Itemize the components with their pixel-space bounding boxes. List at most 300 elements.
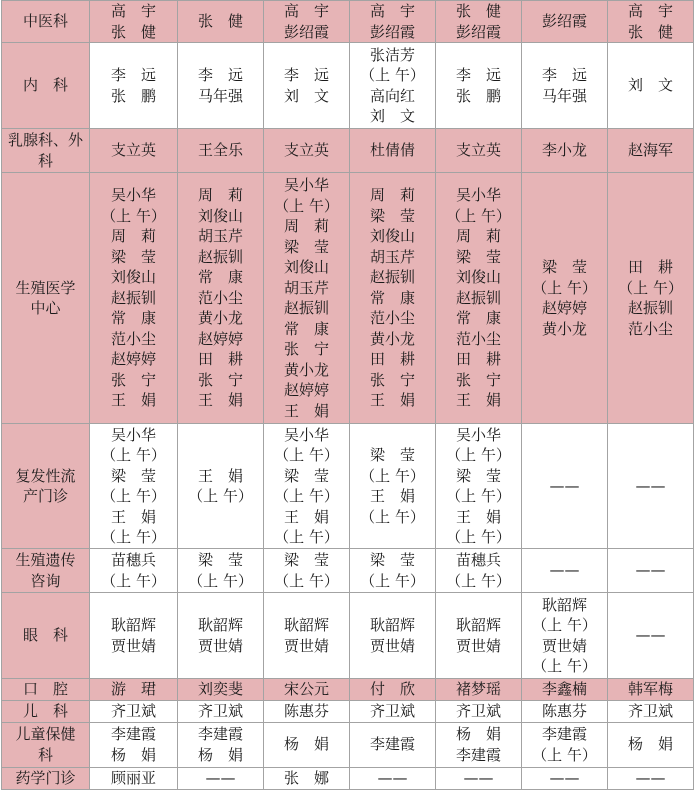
department-cell (2, 679, 90, 701)
doctor-entry: （上 午） (360, 507, 425, 526)
doctor-cell (522, 129, 608, 173)
doctor-entry: 刘奕斐 (197, 680, 243, 698)
doctor-entry: 赵婷婷 (197, 329, 243, 348)
doctor-entry: 胡玉芹 (283, 278, 329, 297)
doctor-cell (522, 593, 608, 679)
doctor-cell (436, 173, 522, 424)
doctor-entry: （上 午） (446, 571, 511, 590)
schedule-row (2, 722, 694, 767)
doctor-entry: 田 耕 (627, 258, 673, 276)
doctor-entry: （上 午） (446, 446, 511, 464)
doctor-entry: 张 宁 (110, 370, 156, 389)
doctor-entry: 李鑫楠 (541, 680, 587, 698)
doctor-entry: 吴小华 (283, 176, 329, 194)
department-name-line: 口 腔 (22, 680, 68, 698)
doctor-entry: 张 健 (455, 2, 501, 20)
doctor-entry: 齐卫斌 (455, 701, 501, 720)
doctor-entry: —— (635, 768, 666, 787)
doctor-cell (90, 767, 178, 789)
doctor-entry: 赵婷婷 (541, 299, 587, 317)
doctor-entry: 耿韶辉 (197, 616, 243, 634)
doctor-cell (90, 43, 178, 129)
doctor-entry: 梁 莹 (369, 551, 415, 569)
doctor-entry: 梁 莹 (283, 551, 329, 569)
doctor-entry: 张 健 (110, 22, 156, 41)
doctor-entry: 梁 莹 (110, 247, 156, 266)
doctor-cell (522, 424, 608, 549)
doctor-entry: 范小尘 (369, 309, 415, 328)
doctor-entry: 张 宁 (197, 370, 243, 389)
doctor-cell (178, 767, 264, 789)
doctor-entry: 胡玉芹 (197, 227, 243, 246)
department-name-line: 中心 (30, 299, 61, 317)
doctor-cell (350, 722, 436, 767)
doctor-entry: 田 耕 (197, 350, 243, 369)
doctor-entry: 常 康 (110, 309, 156, 328)
doctor-cell (608, 549, 694, 593)
doctor-entry: 张洁芳 (369, 45, 415, 64)
department-name-line: 中医科 (22, 12, 68, 31)
doctor-entry: 刘俊山 (110, 268, 156, 287)
doctor-entry: 耿韶辉 (369, 616, 415, 634)
department-cell (2, 700, 90, 722)
doctor-cell (608, 129, 694, 173)
doctor-cell (350, 424, 436, 549)
doctor-cell (608, 767, 694, 789)
doctor-cell (178, 722, 264, 767)
doctor-entry: 王 娟 (197, 466, 243, 485)
doctor-entry: 黄小龙 (541, 319, 587, 338)
schedule-row (2, 767, 694, 789)
department-name-line: 生殖遗传 (15, 551, 76, 569)
doctor-cell (178, 679, 264, 701)
doctor-entry: 王 娟 (455, 507, 501, 526)
doctor-entry: （上 午） (618, 278, 683, 297)
doctor-entry: 耿韶辉 (455, 616, 501, 634)
doctor-entry: （上 午） (274, 487, 339, 505)
department-cell (2, 1, 90, 43)
doctor-entry: 赵振钏 (110, 288, 156, 307)
schedule-row (2, 173, 694, 424)
department-cell (2, 767, 90, 789)
doctor-cell (264, 173, 350, 424)
doctor-entry: 贾世婧 (541, 636, 587, 655)
department-cell (2, 43, 90, 129)
department-name-line: 药学门诊 (15, 768, 76, 787)
doctor-cell (350, 173, 436, 424)
department-name-line: 儿 科 (22, 701, 68, 720)
doctor-cell (350, 700, 436, 722)
doctor-entry: 王 娟 (455, 391, 501, 410)
doctor-cell (608, 593, 694, 679)
doctor-entry: 陈惠芬 (541, 701, 587, 720)
doctor-entry: 刘俊山 (369, 227, 415, 246)
doctor-entry: （上 午） (101, 528, 166, 546)
doctor-entry: 周 莉 (110, 227, 156, 246)
doctor-entry: 吴小华 (110, 186, 156, 205)
doctor-cell (436, 424, 522, 549)
doctor-entry: 王 娟 (110, 391, 156, 410)
doctor-cell (436, 700, 522, 722)
department-cell (2, 129, 90, 173)
doctor-entry: 贾世婧 (369, 636, 415, 655)
doctor-cell (608, 722, 694, 767)
doctor-entry: 李建霞 (541, 725, 587, 743)
doctor-entry: 吴小华 (283, 425, 329, 444)
doctor-entry: 苗穗兵 (455, 551, 501, 569)
doctor-cell (264, 424, 350, 549)
doctor-entry: 田 耕 (369, 350, 415, 369)
doctor-entry: 马年强 (197, 86, 243, 105)
doctor-entry: 张 健 (197, 12, 243, 31)
doctor-entry: （上 午） (101, 206, 166, 225)
doctor-entry: 顾丽亚 (110, 768, 156, 787)
department-name-line: 眼 科 (22, 626, 68, 645)
doctor-entry: 褚梦瑶 (455, 680, 501, 698)
doctor-cell (178, 173, 264, 424)
doctor-entry: 张 宁 (369, 370, 415, 389)
department-name-line: 咨询 (30, 571, 61, 590)
doctor-cell (178, 43, 264, 129)
doctor-entry: 彭绍霞 (541, 12, 587, 31)
doctor-entry: （上 午） (360, 571, 425, 590)
schedule-table (1, 0, 694, 790)
department-cell (2, 549, 90, 593)
doctor-cell (264, 722, 350, 767)
doctor-entry: 杜倩倩 (369, 141, 415, 160)
doctor-cell (264, 593, 350, 679)
schedule-row (2, 593, 694, 679)
doctor-cell (522, 722, 608, 767)
department-cell (2, 173, 90, 424)
doctor-entry: 贾世婧 (455, 636, 501, 655)
doctor-cell (264, 549, 350, 593)
doctor-cell (178, 593, 264, 679)
doctor-entry: （上 午） (188, 571, 253, 590)
doctor-entry: 刘俊山 (283, 258, 329, 276)
doctor-cell (178, 700, 264, 722)
doctor-cell (178, 549, 264, 593)
doctor-entry: 李 远 (197, 66, 243, 84)
doctor-cell (90, 593, 178, 679)
doctor-cell (608, 700, 694, 722)
doctor-entry: 张 宁 (455, 370, 501, 389)
doctor-cell (264, 767, 350, 789)
doctor-cell (264, 700, 350, 722)
doctor-cell (264, 43, 350, 129)
doctor-entry: 常 康 (369, 288, 415, 307)
schedule-body (2, 1, 694, 790)
doctor-entry: 黄小龙 (369, 329, 415, 348)
department-name-line: 儿童保健 (15, 725, 76, 743)
doctor-entry: （上 午） (446, 206, 511, 225)
doctor-entry: —— (377, 768, 408, 787)
doctor-cell (522, 1, 608, 43)
doctor-entry: 范小尘 (197, 288, 243, 307)
doctor-entry: 李建霞 (110, 725, 156, 743)
doctor-entry: 刘 文 (627, 76, 673, 95)
doctor-entry: 李小龙 (541, 141, 587, 160)
doctor-entry: 梁 莹 (455, 247, 501, 266)
doctor-entry: 李 远 (110, 66, 156, 84)
doctor-entry: 赵振钏 (369, 268, 415, 287)
doctor-entry: 支立英 (283, 141, 329, 160)
doctor-entry: 常 康 (283, 319, 329, 338)
department-name-line: 内 科 (22, 76, 68, 95)
doctor-entry: 胡玉芹 (369, 247, 415, 266)
doctor-cell (178, 1, 264, 43)
doctor-entry: 贾世婧 (110, 636, 156, 655)
doctor-cell (350, 767, 436, 789)
doctor-entry: 贾世婧 (283, 636, 329, 655)
doctor-entry: （上 午） (274, 528, 339, 546)
doctor-entry: 赵婷婷 (110, 350, 156, 369)
doctor-cell (90, 129, 178, 173)
department-name-line: 产门诊 (22, 487, 68, 505)
doctor-entry: 吴小华 (110, 425, 156, 444)
doctor-cell (608, 43, 694, 129)
doctor-entry: 赵振钏 (455, 288, 501, 307)
doctor-entry: —— (463, 768, 494, 787)
doctor-entry: 杨 娟 (110, 745, 156, 764)
doctor-entry: 刘 文 (369, 107, 415, 125)
doctor-entry: 支立英 (455, 141, 501, 160)
doctor-entry: 梁 莹 (197, 551, 243, 569)
doctor-entry: 贾世婧 (197, 636, 243, 655)
doctor-cell (350, 129, 436, 173)
schedule-row (2, 700, 694, 722)
department-name-line: 科 (37, 151, 53, 170)
doctor-entry: 张 宁 (283, 340, 329, 358)
doctor-cell (436, 1, 522, 43)
department-name-line: 生殖医学 (15, 278, 76, 297)
doctor-entry: 高 宇 (283, 2, 329, 20)
doctor-entry: （上 午） (274, 196, 339, 215)
doctor-cell (178, 424, 264, 549)
doctor-entry: 张 健 (627, 22, 673, 41)
department-cell (2, 722, 90, 767)
doctor-entry: （上 午） (532, 616, 597, 634)
doctor-cell (608, 679, 694, 701)
schedule-row (2, 129, 694, 173)
doctor-entry: 耿韶辉 (541, 595, 587, 614)
doctor-entry: 赵振钏 (627, 299, 673, 317)
doctor-entry: 张 娜 (283, 768, 329, 787)
doctor-entry: 李建霞 (455, 745, 501, 764)
doctor-cell (90, 173, 178, 424)
doctor-entry: （上 午） (446, 487, 511, 505)
doctor-entry: 苗穗兵 (110, 551, 156, 569)
doctor-cell (264, 129, 350, 173)
doctor-entry: 梁 莹 (110, 466, 156, 485)
doctor-cell (90, 679, 178, 701)
doctor-cell (608, 173, 694, 424)
doctor-entry: 高 宇 (369, 2, 415, 20)
doctor-entry: 周 莉 (283, 217, 329, 235)
doctor-cell (608, 1, 694, 43)
doctor-entry: 高 宇 (627, 2, 673, 20)
doctor-entry: 齐卫斌 (197, 701, 243, 720)
doctor-entry: 齐卫斌 (110, 701, 156, 720)
doctor-entry: —— (549, 476, 580, 495)
doctor-entry: 李建霞 (197, 725, 243, 743)
doctor-entry: 张 鹏 (455, 86, 501, 105)
department-name-line: 科 (37, 745, 53, 764)
doctor-entry: 王 娟 (197, 391, 243, 410)
doctor-entry: 付 欣 (369, 680, 415, 698)
doctor-entry: 赵振钏 (283, 299, 329, 317)
doctor-entry: 杨 娟 (197, 745, 243, 764)
doctor-entry: 田 耕 (455, 350, 501, 369)
schedule-row (2, 43, 694, 129)
doctor-cell (350, 679, 436, 701)
doctor-entry: 黄小龙 (197, 309, 243, 328)
doctor-entry: 常 康 (197, 268, 243, 287)
doctor-entry: （上 午） (446, 528, 511, 546)
doctor-entry: 李建霞 (369, 735, 415, 754)
doctor-entry: 陈惠芬 (283, 701, 329, 720)
doctor-entry: 杨 娟 (283, 735, 329, 754)
doctor-entry: 王 娟 (283, 401, 329, 420)
doctor-cell (522, 43, 608, 129)
department-name-line: 复发性流 (15, 466, 76, 485)
doctor-entry: 梁 莹 (283, 466, 329, 485)
doctor-entry: 梁 莹 (455, 466, 501, 485)
doctor-entry: 彭绍霞 (455, 22, 501, 41)
doctor-entry: 刘俊山 (197, 206, 243, 225)
doctor-entry: （上 午） (274, 446, 339, 464)
doctor-entry: 周 莉 (369, 186, 415, 205)
doctor-entry: （上 午） (274, 571, 339, 590)
doctor-entry: （上 午） (360, 466, 425, 485)
doctor-entry: 刘 文 (283, 86, 329, 105)
doctor-entry: 王全乐 (197, 141, 243, 160)
doctor-entry: 王 娟 (110, 507, 156, 526)
doctor-cell (522, 679, 608, 701)
doctor-entry: 赵振钏 (197, 247, 243, 266)
doctor-cell (350, 1, 436, 43)
doctor-cell (436, 549, 522, 593)
doctor-entry: 耿韶辉 (283, 616, 329, 634)
doctor-entry: 张 鹏 (110, 86, 156, 105)
doctor-entry: （上 午） (101, 571, 166, 590)
doctor-entry: （上 午） (532, 745, 597, 764)
doctor-entry: 齐卫斌 (627, 701, 673, 720)
doctor-entry: （上 午） (101, 446, 166, 464)
doctor-cell (608, 424, 694, 549)
doctor-entry: 杨 娟 (455, 725, 501, 743)
doctor-entry: —— (635, 561, 666, 580)
doctor-entry: 马年强 (541, 86, 587, 105)
doctor-entry: —— (635, 626, 666, 645)
doctor-cell (522, 549, 608, 593)
doctor-entry: 韩军梅 (627, 680, 673, 698)
doctor-entry: 梁 莹 (541, 258, 587, 276)
doctor-entry: —— (635, 476, 666, 495)
doctor-cell (90, 722, 178, 767)
doctor-entry: 赵海军 (627, 141, 673, 160)
doctor-cell (264, 679, 350, 701)
doctor-entry: 耿韶辉 (110, 616, 156, 634)
doctor-entry: —— (549, 768, 580, 787)
doctor-entry: 游 珺 (110, 680, 156, 698)
schedule-row (2, 679, 694, 701)
doctor-entry: 彭绍霞 (369, 22, 415, 41)
department-cell (2, 593, 90, 679)
doctor-cell (436, 679, 522, 701)
doctor-entry: 李 远 (541, 66, 587, 84)
doctor-cell (350, 43, 436, 129)
doctor-cell (350, 549, 436, 593)
doctor-entry: 吴小华 (455, 425, 501, 444)
schedule-row (2, 424, 694, 549)
doctor-cell (522, 767, 608, 789)
doctor-entry: 梁 莹 (283, 237, 329, 256)
doctor-cell (350, 593, 436, 679)
doctor-entry: 李 远 (455, 66, 501, 84)
doctor-entry: 王 娟 (369, 487, 415, 505)
doctor-entry: 周 莉 (455, 227, 501, 246)
doctor-entry: （上 午） (360, 66, 425, 84)
doctor-cell (436, 722, 522, 767)
doctor-cell (436, 767, 522, 789)
doctor-entry: （上 午） (101, 487, 166, 505)
doctor-entry: 支立英 (110, 141, 156, 160)
doctor-entry: —— (205, 768, 236, 787)
doctor-entry: 黄小龙 (283, 360, 329, 379)
doctor-entry: 范小尘 (455, 329, 501, 348)
doctor-cell (90, 424, 178, 549)
doctor-cell (90, 549, 178, 593)
doctor-entry: 王 娟 (283, 507, 329, 526)
doctor-entry: 赵婷婷 (283, 381, 329, 399)
doctor-cell (178, 129, 264, 173)
doctor-entry: 王 娟 (369, 391, 415, 410)
doctor-entry: 梁 莹 (369, 206, 415, 225)
doctor-entry: （上 午） (532, 278, 597, 297)
doctor-entry: 吴小华 (455, 186, 501, 205)
doctor-cell (90, 700, 178, 722)
doctor-entry: 李 远 (283, 66, 329, 84)
doctor-entry: 刘俊山 (455, 268, 501, 287)
doctor-entry: 周 莉 (197, 186, 243, 205)
doctor-entry: 梁 莹 (369, 446, 415, 464)
doctor-cell (436, 593, 522, 679)
doctor-cell (522, 173, 608, 424)
doctor-entry: 彭绍霞 (283, 22, 329, 41)
doctor-cell (264, 1, 350, 43)
doctor-entry: （上 午） (532, 657, 597, 675)
doctor-entry: 高 宇 (110, 2, 156, 20)
doctor-cell (90, 1, 178, 43)
doctor-cell (522, 700, 608, 722)
doctor-cell (436, 129, 522, 173)
doctor-entry: 宋公元 (283, 680, 329, 698)
schedule-row (2, 549, 694, 593)
doctor-entry: 齐卫斌 (369, 701, 415, 720)
doctor-entry: 范小尘 (110, 329, 156, 348)
doctor-cell (436, 43, 522, 129)
department-name-line: 乳腺科、外 (7, 131, 83, 149)
doctor-entry: （上 午） (188, 487, 253, 505)
doctor-entry: —— (549, 561, 580, 580)
doctor-entry: 常 康 (455, 309, 501, 328)
doctor-entry: 高向红 (369, 86, 415, 105)
department-cell (2, 424, 90, 549)
doctor-entry: 杨 娟 (627, 735, 673, 754)
doctor-entry: 范小尘 (627, 319, 673, 338)
schedule-row (2, 1, 694, 43)
